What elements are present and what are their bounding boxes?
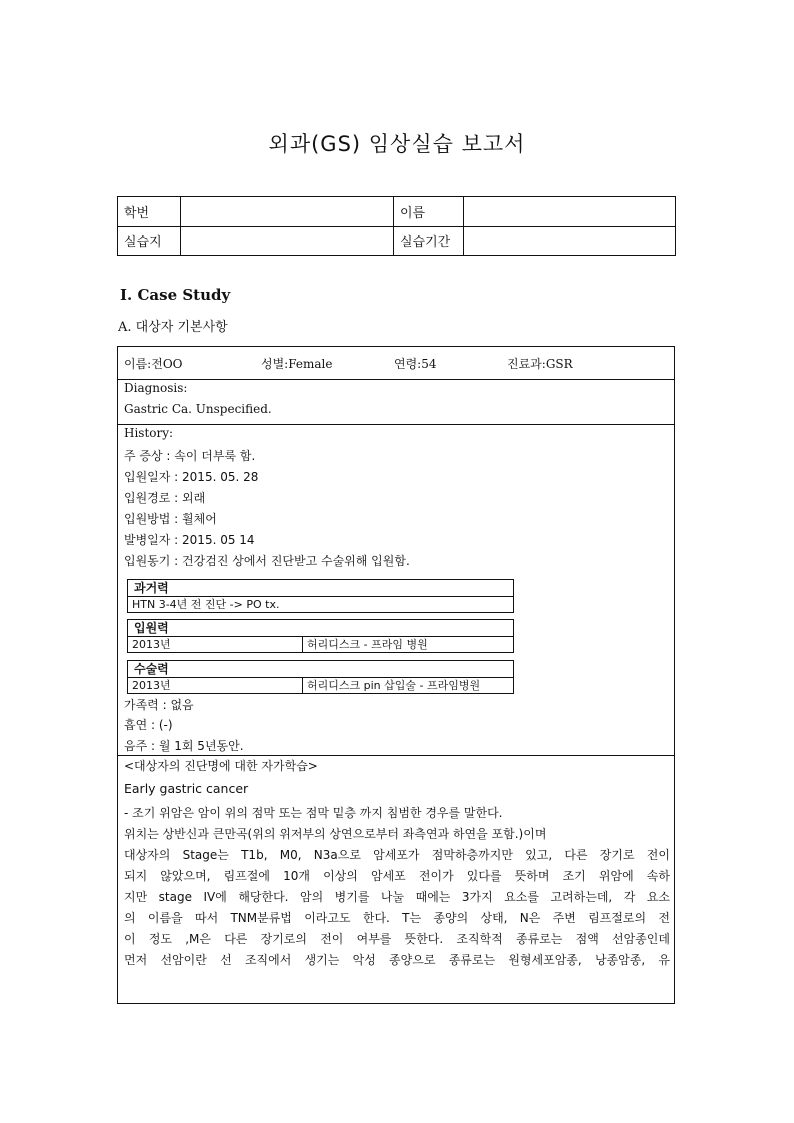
- surgery-history-header: 수술력: [128, 661, 513, 678]
- study-paragraph: [124, 803, 670, 971]
- smoking-history: 흡연 : (-): [124, 718, 173, 732]
- row-divider: [118, 424, 674, 425]
- patient-sex: 성별:Female: [261, 357, 333, 371]
- site-value: [181, 226, 394, 256]
- study-line: 대상자의 Stage는 T1b, M0, N3a으로 암세포가 점막하층까지만 있고, 다른 장기로 전이: [124, 848, 670, 862]
- row-divider: [118, 379, 674, 380]
- patient-info-box: [117, 346, 675, 1004]
- study-topic: Early gastric cancer: [124, 781, 249, 796]
- diagnosis-label: Diagnosis:: [124, 381, 188, 395]
- study-line: - 조기 위암은 암이 위의 점막 또는 점막 밑층 까지 침범한 경우를 말한다.: [124, 806, 503, 820]
- period-value: [464, 226, 676, 256]
- study-line: 되지 않았으며, 림프절에 10개 이상의 암세포 전이가 있다를 뜻하며 조기 위암에 속하: [124, 869, 670, 883]
- student-info-table: [117, 196, 676, 256]
- patient-name: 이름:전OO: [124, 357, 183, 371]
- history-line: 입원경로 : 외래: [124, 491, 206, 505]
- name-label: 이름: [394, 197, 464, 227]
- student-id-label: 학번: [118, 197, 181, 227]
- surgery-year: 2013년: [128, 678, 303, 693]
- admission-detail: 허리디스크 - 프라임 병원: [307, 638, 428, 651]
- drinking-history: 음주 : 월 1회 5년동안.: [124, 739, 244, 753]
- study-line: 이 정도 ,M은 다른 장기로의 전이 여부를 뜻한다. 조직학적 종류로는 점액 선암종인데: [124, 932, 670, 946]
- study-line: 지만 stage IV에 해당한다. 암의 병기를 나눌 때에는 3가지 요소를 고려하는데, 각 요소: [124, 890, 670, 904]
- site-label: 실습지: [118, 226, 181, 256]
- history-line: 발병일자 : 2015. 05 14: [124, 533, 255, 547]
- history-line: 입원방법 : 휠체어: [124, 512, 217, 526]
- family-history: 가족력 : 없음: [124, 698, 194, 712]
- history-label: History:: [124, 426, 174, 440]
- study-line: 위치는 상반신과 큰만곡(위의 위저부의 상연으로부터 좌측연과 하연을 포함.)이며: [124, 827, 547, 841]
- surgery-detail: 허리디스크 pin 삽입술 - 프라임병원: [307, 679, 481, 692]
- surgery-history-table: [127, 660, 514, 694]
- row-divider: [118, 755, 674, 756]
- past-history-row: HTN 3-4년 전 진단 -> PO tx.: [132, 598, 280, 611]
- patient-dept: 진료과:GSR: [507, 357, 573, 371]
- section-subheading: A. 대상자 기본사항: [118, 320, 228, 335]
- period-label: 실습기간: [394, 226, 464, 256]
- history-line: 입원동기 : 건강검진 상에서 진단받고 수술위해 입원함.: [124, 554, 410, 568]
- page-title: 외과(GS) 임상실습 보고서: [268, 132, 526, 156]
- study-line: 먼저 선암이란 선 조직에서 생기는 악성 종양으로 종류로는 원형세포암종, 낭종암종, 유: [124, 953, 670, 967]
- past-history-table: [127, 579, 514, 613]
- admission-year: 2013년: [128, 637, 303, 652]
- history-line: 입원일자 : 2015. 05. 28: [124, 470, 259, 484]
- past-history-header: 과거력: [128, 580, 513, 597]
- admission-history-table: [127, 619, 514, 653]
- diagnosis-value: Gastric Ca. Unspecified.: [124, 402, 272, 416]
- study-heading: <대상자의 진단명에 대한 자가학습>: [124, 759, 318, 773]
- patient-age: 연령:54: [394, 357, 437, 371]
- name-value: [464, 197, 676, 227]
- study-line: 의 이름을 따서 TNM분류법 이라고도 한다. T는 종양의 상태, N은 주변 림프절로의 전: [124, 911, 670, 925]
- admission-history-header: 입원력: [128, 620, 513, 637]
- section-heading: Ⅰ. Case Study: [120, 286, 231, 304]
- student-id-value: [181, 197, 394, 227]
- history-line: 주 증상 : 속이 더부룩 함.: [124, 449, 256, 463]
